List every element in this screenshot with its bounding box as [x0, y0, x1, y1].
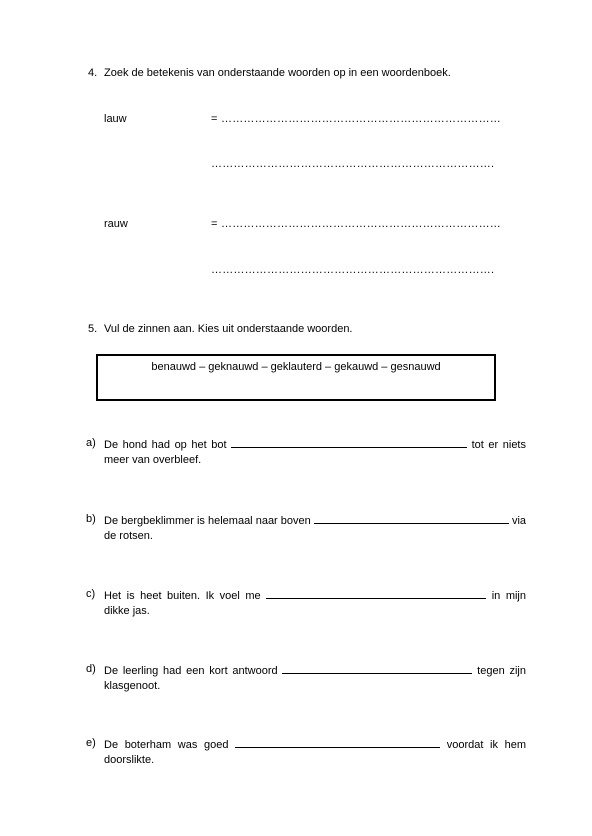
- item-a-label: a): [86, 437, 96, 449]
- item-e-blank[interactable]: [235, 737, 440, 748]
- word-rauw: rauw: [104, 218, 128, 230]
- item-c-blank[interactable]: [266, 588, 486, 599]
- equals-sign: =: [211, 218, 218, 230]
- answer-line-rauw-2[interactable]: ………………………………………………………………….: [211, 264, 495, 276]
- answer-line-lauw-2[interactable]: ………………………………………………………………….: [211, 158, 495, 170]
- item-d-label: d): [86, 663, 96, 675]
- answer-line-lauw-1[interactable]: …………………………………………………………………: [221, 113, 501, 125]
- item-d-before: De leerling had een kort antwoord: [104, 665, 283, 677]
- question-4-instruction: Zoek de betekenis van onderstaande woorden op in een woordenboek.: [104, 67, 451, 79]
- item-a-blank[interactable]: [231, 437, 467, 448]
- question-5-instruction: Vul de zinnen aan. Kies uit onderstaande woorden.: [104, 323, 353, 335]
- item-c-sentence: [104, 588, 526, 619]
- item-e-after: voordat ik hem doorslikte.: [104, 739, 526, 766]
- question-5-number: 5.: [88, 323, 98, 335]
- equals-sign: =: [211, 113, 218, 125]
- word-bank-box: [96, 354, 496, 401]
- item-b-label: b): [86, 513, 96, 525]
- item-e-before: De boterham was goed: [104, 739, 236, 751]
- item-c-after: in mijn dikke jas.: [104, 590, 526, 617]
- answer-line-rauw-1[interactable]: …………………………………………………………………: [221, 218, 501, 230]
- item-c-label: c): [86, 588, 96, 600]
- item-c-before: Het is heet buiten. Ik voel me: [104, 590, 267, 602]
- question-4-number: 4.: [88, 67, 98, 79]
- item-b-blank[interactable]: [314, 513, 509, 524]
- item-d-sentence: [104, 663, 526, 694]
- item-e-label: e): [86, 737, 96, 749]
- item-b-after: via de rotsen.: [104, 515, 526, 542]
- item-a-before: De hond had op het bot: [104, 439, 232, 451]
- item-a-sentence: [104, 437, 526, 468]
- word-lauw: lauw: [104, 113, 127, 125]
- item-a-after: tot er niets meer van overbleef.: [104, 439, 526, 466]
- item-d-after: tegen zijn klasgenoot.: [104, 665, 526, 692]
- item-b-before: De bergbeklimmer is helemaal naar boven: [104, 515, 314, 527]
- item-d-blank[interactable]: [282, 663, 472, 674]
- word-bank-text: benauwd – geknauwd – geklauterd – gekauwd – gesnauwd: [151, 361, 441, 373]
- item-b-sentence: [104, 513, 526, 544]
- item-e-sentence: [104, 737, 526, 768]
